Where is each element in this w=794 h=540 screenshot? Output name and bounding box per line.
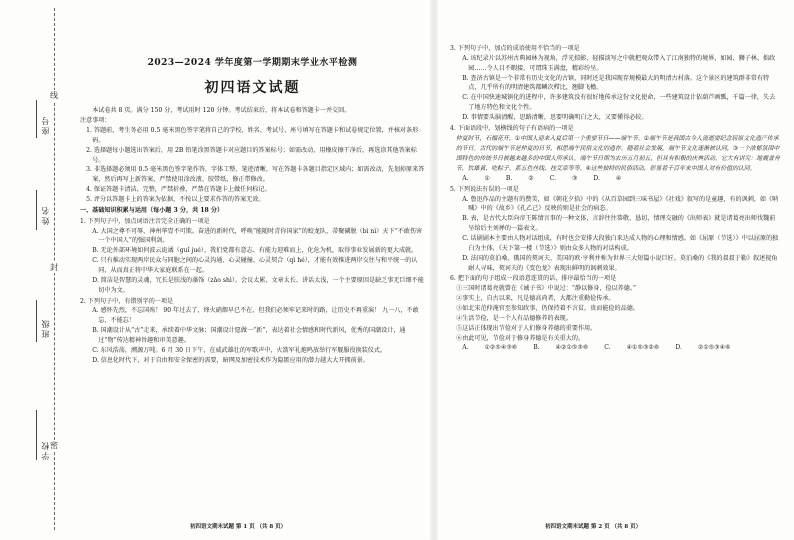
question-5-option: D. 法国的莫泊桑、俄国的契诃夫、美国的欧·亨利并称为世界三大短篇小说巨匠。莫泊桑的《我的叔叔于勒》叙述视角耐人寻味，契诃夫的《变色龙》表现出鲜明的讽刺效果。 [462,254,778,272]
notes-heading: 注意事项： [80,117,111,125]
seal-char-xian: 线 [50,91,58,100]
question-3-stem: 3. 下列句子中，加点的成语使用不恰当的一项是 [450,45,580,52]
question-6-sentence: ④生活节俭，是一个人有品德修养的表现。 [456,314,572,322]
question-2-option: C. 东风浩荡，溯源万吨。6 月 30 日下午，在威武雄壮的军歌声中，火箭军礼炮鸣放举行军舰服役换装仪式。 [92,346,387,354]
question-6-option: A. ①②⑤④③⑥ [462,344,518,352]
footer-page-2: 初四语文期末试题 第 2 页 （共 8 页） [545,524,642,530]
question-3-option: B. 查济古镇是一个非常有历史文化的古镇，同时还是我国现存规模最大的明清古村落。这个景区的建筑群非常有特点，几乎所有的明清建筑都鳞次栉比，翘脚飞檐。 [462,74,770,92]
question-6-option: D. ②①⑤③④⑥ [675,344,731,352]
question-2-stem: 2. 下列句子中，有错别字的一项是 [80,297,174,305]
seal-char-mi: 密 [50,441,58,450]
question-6-sentence: ②事实上，自古以来，凡是德高尚者，大都注重勤俭传承。 [456,295,615,303]
question-4-stem: 4. 下面语段中，划横线的句子有语病的一项是 [450,124,574,132]
note-item: 1. 答题前，考生务必用 0.5 毫米黑色签字笔将自己的学校、姓名、考试号、座号填写在答题卡和试卷规定位置，并核对条形码。 [86,126,419,144]
question-2-option: D. 信息化时代下，对于自由和安全保密的需要，暗网及加密技术作为隐匿应用的潜力越大大开拥前景。 [92,356,369,364]
name-label: 姓名 [41,205,50,225]
question-2-option: A. 感怀先烈，不忘国殇！ 90 年过去了，烽火硝烟早已不在，但我们必须牢记来时的路，让历史不再重演！ 九一八，不敢忘，不能忘！ [92,307,419,325]
question-3-option: A. 该纪录片以苏州古典园林为视角，浮光掠影，轻描淡写之中就把观众带入了江南独特的境界，如园、狮子林、拙政园……令人目不暇接，可谓珠玉满盘，精彩纷呈。 [462,54,776,72]
class-label: 班级 [41,318,50,338]
school-label: 学校 [41,440,50,460]
note-item: 5. 评分以答题卡上的答案为依据，不按以上要求作答的答案无效。 [86,195,265,203]
section-heading: 一、基础知识积累与运用（每小题 3 分，共 18 分） [80,206,224,214]
question-1-option: D. 简洁是智慧的灵魂，冗长是肤浅的藻饰（zǎo shì）。会议太累、文章太长、讲话太浅，一个主要原因是缺乏事无巨细不能切中为文。 [92,276,424,294]
question-5-option: A. 鲁迅作品的主题有的赞美，如《朝花夕拾》中的《从百草园到三味书屋》《社戏》叙写的是童趣，有的讽刺，如《呐喊》中的《故乡》《孔乙己》反映的则是社会的病态。 [462,195,779,213]
page-fold [430,0,438,540]
question-1-stem: 1. 下列句子中，加点词语注音完全正确的一项是 [80,217,210,225]
question-6-sentence: ⑤这话正体现出节俭对于人们修身养德的重要作用。 [456,324,597,332]
question-4-option: B. ② [505,174,534,182]
school-line [36,410,37,460]
question-3-option: D. 事情要头脑清醒，思路清晰，思要明确明白之大，又要懂得必较。 [462,114,648,122]
subject-title: 初四语文试题 [204,79,301,96]
question-6-sentence: ①三国时诸葛亮就曾在《诫子书》中说过：“静以修身，俭以养德。” [456,285,636,293]
right-page [450,0,780,353]
question-4-option: C. ③ [549,174,578,182]
question-1-option: C. 只有推动实现两岸民众与同胞之间的心灵沟通、心灵碰撞、心灵契合（qì hé），才能有效推进两岸交往与和平统一的认同，从而真正将中华大家庭联系在一起。 [92,257,418,274]
question-4-options [450,174,780,184]
class-line [36,300,37,342]
seat-line [36,100,37,138]
question-3-option: C. 在中国快速城镇化的进程中，许多建筑没有很好地传承这份文化使命，一些建筑设计依葫芦画瓢，千篇一律，失去了地方特色和文化个性。 [462,94,776,112]
question-6-option: C. ④①⑤③②⑥ [604,344,660,352]
note-item: 2. 选择题每小题选出答案后，用 2B 铅笔涂黑答题卡对应题目的答案标号；如需改动，用橡皮擦干净后，再选涂其他答案标号。 [86,146,417,164]
question-4-option: D. ④ [593,174,622,182]
question-5-option: B. 表，是古代大臣向帝王陈情言事的一种文体，言辞往往恭敬、恳切，情理交融的《出师表》就是诸葛亮出师伐魏前呈给后主刘禅的一篇表文。 [462,215,776,233]
question-1-option: A. 大国之尊不可辱，神州华胄不可欺。奋进的新时代，呼唤“能随时青你国家”的蛟龙队，蒂聚磷脱（bì nì）天下“不敢伤害一个中国人”的强国利剑。 [92,227,423,245]
question-1-option: B. 无论外部环境如何波云诡谲（guǐ jué），我们党都有意志、有能力迎难而上，化危为机，取得事业发展新的更大成就。 [92,247,418,255]
question-4-option: A. ① [462,174,490,182]
note-item: 3. 非选择题必须用 0.5 毫米黑色签字笔作答，字体工整、笔迹清晰，写在答题卡各题目指定区域内；如需改动，先划掉原来答案，然后再写上新答案，严禁使用涂改液、胶带纸、修正带修改。 [86,166,425,184]
seat-label: 座号 [41,115,50,135]
left-page [80,0,425,366]
footer-page-1: 初四语文期末试题 第 1 页 （共 8 页） [190,524,287,530]
seal-char-feng: 封 [50,263,58,272]
exam-title: 2023—2024 学年度第一学期期末学业水平检测 [147,58,358,68]
note-item: 4. 保证答题卡清洁、完整，严禁折叠，严禁在答题卡上做任何标记。 [86,186,271,194]
question-6-sentence: ③如北宋范仲淹官至参知政事，仍保持着不言贫，贵而能俭的品德。 [456,305,639,313]
question-4-passage: 仲夏时节，石榴花开，①中国人迎来入夏后第一个重要节日——端午节。②端午节是我国古今人流逝要纪念屈原文化遗产传承的节日。古代的端午节是仲夏的日节，相思端午民俗文化的遗存。随着社会发展，端午节文化逐渐被认同，③一个浓郁氛围中国特色的传统节日被越来越多的中国人所承认。端午节日期为农历五月初五，但具有积极的庆典活动，它大有讲究：地震普舟节，饮雄黄、吃粽子、系五色丝线、挂艾草等等。④这些独特的民俗活动，彰显着千百年来中国人对有价值的认同。 [455,135,780,172]
binding-strip [0,0,62,540]
question-6-option: B. ④②①⑤③⑥ [533,344,589,352]
name-line [36,190,37,230]
question-5-stem: 5. 下列说法有误的一项是 [450,185,519,193]
question-6-sentence: ⑥由此可见，节俭对于修身养德是有关重大的。 [456,334,585,342]
question-6-stem: 6. 把下面的句子组成一段语意连贯的话，排序最恰当的一项是 [450,275,617,283]
question-6-options [450,343,780,353]
question-5-option: C. 话剧剧本主要由人物对话组成，有时也会安排大段独白来达成人物的心理和情感。如《屈原（节选）》中以屈原的独白为主体，《天下第一楼（节选）》则由众多人物的对话构成。 [462,235,779,252]
question-2-option: B. 国潮设计从“古”走来，承续着中华文脉；国潮设计愿做一“新”，表达着社会情感和时代新风，优秀的国潮设计，通过“物”传达精神旨趣和审美意趣。 [92,327,406,345]
intro-text: 本试卷共 8 页。满分 150 分，考试用时 120 分钟。考试结束后，将本试卷和答题卡一并交回。 [92,107,351,115]
